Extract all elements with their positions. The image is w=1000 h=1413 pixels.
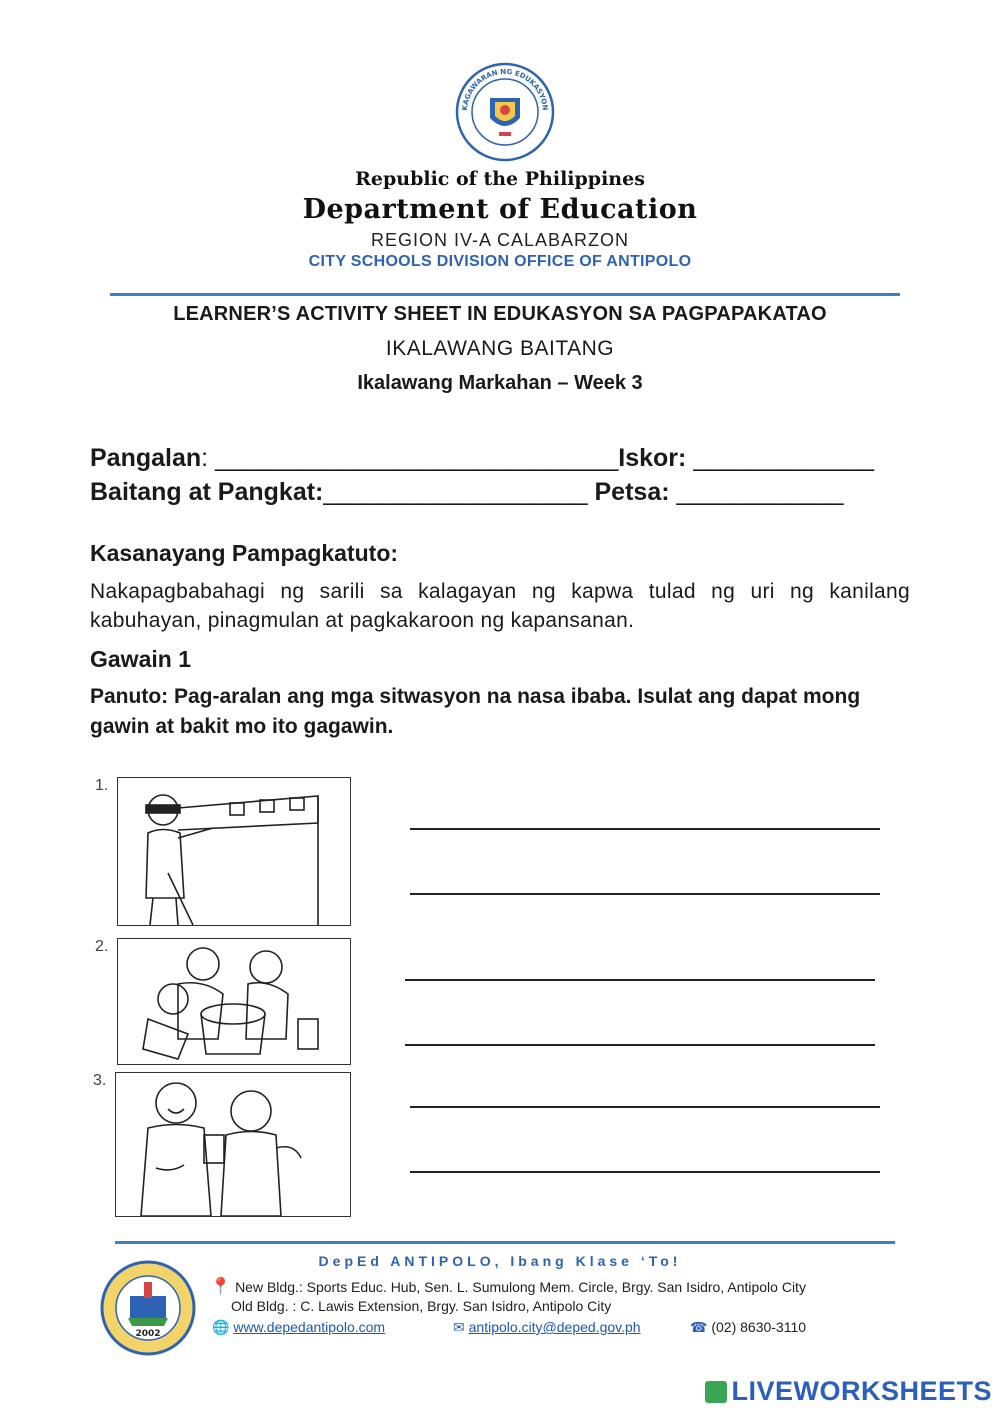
item-number: 2. (95, 938, 109, 955)
answer-line[interactable] (410, 1171, 880, 1173)
deped-seal (455, 62, 555, 162)
sheet-title: LEARNER’S ACTIVITY SHEET IN EDUKASYON SA PAGPAPAKATAO (173, 303, 827, 325)
answer-line[interactable] (405, 979, 875, 981)
activity-directions: Panuto: Pag-aralan ang mga sitwasyon na nasa ibaba. Isulat ang dapat mong gawin at bakit mo ito gagawin. (90, 685, 861, 738)
score-label: Iskor: (618, 444, 694, 472)
email-row (453, 1319, 641, 1336)
division-logo (100, 1260, 196, 1356)
email-link[interactable]: antipolo.city@deped.gov.ph (468, 1319, 641, 1335)
item-picture-blind-man (117, 777, 351, 926)
phone-number: (02) 8630-3110 (711, 1319, 807, 1335)
region-line: REGION IV-A CALABARZON (370, 230, 630, 250)
answer-line[interactable] (405, 1044, 875, 1046)
name-score-row: Pangalan: _____________________________Iskor: _____________ (90, 444, 875, 472)
name-label: Pangalan (90, 444, 202, 472)
section-blank[interactable]: ___________________ (323, 478, 588, 506)
grade-level: IKALAWANG BAITANG (385, 337, 615, 360)
svg-text:KAGAWARAN NG EDUKASYON: KAGAWARAN NG EDUKASYON (460, 67, 550, 111)
liveworksheets-logo-icon (705, 1381, 727, 1403)
section-label: Baitang at Pangkat: (90, 478, 324, 506)
globe-icon: 🌐 (212, 1319, 230, 1335)
item-picture-children-sharing (117, 938, 351, 1065)
competency-text: Nakapagbabahagi ng sarili sa kalagayan ng kapwa tulad ng uri ng kanilang kabuhayan, pinagmulan at pagkakaroon ng kapansanan. (90, 580, 910, 632)
liveworksheets-watermark: LIVEWORKSHEETS (705, 1376, 992, 1407)
website-row (212, 1319, 385, 1336)
competency-heading: Kasanayang Pampagkatuto: (90, 540, 399, 566)
location-pin-icon: 📍 (210, 1277, 232, 1296)
activity-heading: Gawain 1 (90, 646, 191, 672)
website-link[interactable]: www.depedantipolo.com (233, 1319, 386, 1335)
date-label: Petsa: (587, 478, 677, 506)
department-name: Department of Education (302, 194, 698, 225)
phone-row (690, 1319, 806, 1336)
item-number: 3. (93, 1072, 107, 1089)
answer-line[interactable] (410, 828, 880, 830)
republic-line: Republic of the Philippines (355, 168, 645, 190)
score-blank[interactable]: _____________ (693, 444, 875, 472)
item-number: 1. (95, 777, 109, 794)
date-blank[interactable]: ____________ (676, 478, 844, 506)
answer-line[interactable] (410, 893, 880, 895)
quarter-week: Ikalawang Markahan – Week 3 (357, 372, 643, 394)
old-building-address: Old Bldg. : C. Lawis Extension, Brgy. San Isidro, Antipolo City (231, 1298, 612, 1314)
header-divider (110, 293, 900, 296)
name-blank[interactable]: _____________________________ (215, 444, 619, 472)
footer-slogan: DepEd ANTIPOLO, Ibang Klase ‘To! (318, 1253, 682, 1269)
answer-line[interactable] (410, 1106, 880, 1108)
mail-icon: ✉ (453, 1319, 465, 1335)
section-date-row (90, 478, 843, 507)
phone-icon: ☎ (690, 1319, 708, 1335)
new-building-address: 📍 New Bldg.: Sports Educ. Hub, Sen. L. Sumulong Mem. Circle, Brgy. San Isidro, Antipolo City (210, 1277, 806, 1296)
footer-divider (115, 1241, 895, 1244)
logo-year: 2002 (135, 1329, 161, 1339)
item-picture-two-children (115, 1072, 351, 1217)
division-office: CITY SCHOOLS DIVISION OFFICE OF ANTIPOLO (308, 253, 692, 270)
